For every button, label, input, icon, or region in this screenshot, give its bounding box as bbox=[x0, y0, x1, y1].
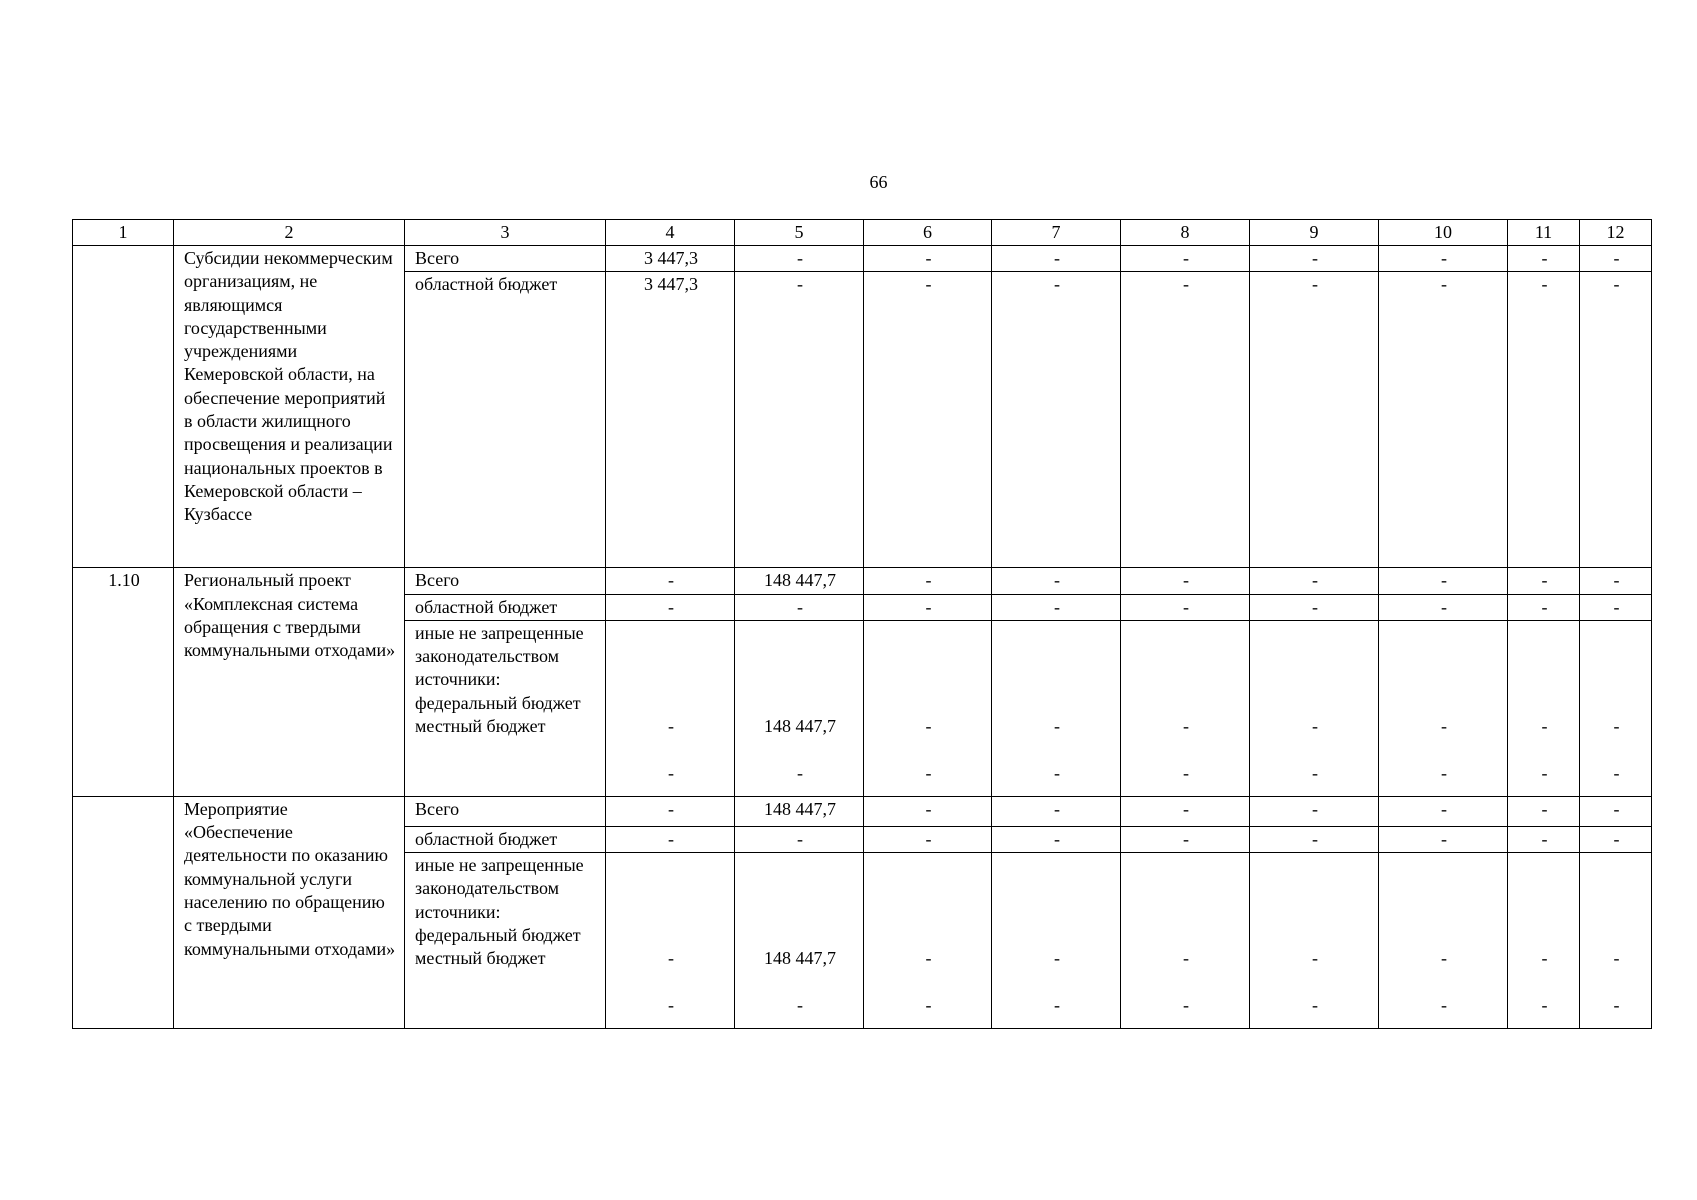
value-cell: 3 447,3 bbox=[606, 246, 735, 272]
column-header: 11 bbox=[1508, 220, 1580, 246]
value-cell: - bbox=[992, 568, 1121, 594]
federal-value: - bbox=[1541, 948, 1548, 969]
value-cell bbox=[1250, 853, 1379, 1029]
local-value: - bbox=[925, 762, 932, 783]
value-cell: - bbox=[992, 796, 1121, 826]
value-cell: - bbox=[1580, 568, 1652, 594]
value-cell: - bbox=[1121, 826, 1250, 852]
local-value: - bbox=[1054, 994, 1060, 1015]
funding-source: областной бюджет bbox=[405, 272, 606, 568]
column-header: 5 bbox=[735, 220, 864, 246]
page-number: 66 bbox=[869, 172, 888, 192]
local-value: - bbox=[797, 762, 803, 783]
local-value: - bbox=[1054, 762, 1060, 783]
value-cell: - bbox=[1121, 796, 1250, 826]
federal-value: - bbox=[1054, 716, 1060, 737]
federal-value: - bbox=[925, 948, 932, 969]
data-row bbox=[73, 796, 1652, 826]
data-row bbox=[73, 568, 1652, 594]
value-cell: - bbox=[735, 826, 864, 852]
value-cell: - bbox=[1508, 826, 1580, 852]
header-row bbox=[73, 220, 1652, 246]
local-value: - bbox=[1541, 762, 1548, 783]
value-cell: - bbox=[1508, 568, 1580, 594]
local-value: - bbox=[797, 994, 803, 1015]
value-cell bbox=[1121, 620, 1250, 796]
row-title: Субсидии некоммерческим организациям, не являющимся государственными учреждениями Кемеровской области, на обеспечение мероприятий в области жилищного просвещения и реализации национальных проектов в Кемеровской области – Кузбассе bbox=[174, 246, 405, 568]
value-cell bbox=[864, 853, 992, 1029]
value-cell bbox=[606, 853, 735, 1029]
value-cell: - bbox=[992, 826, 1121, 852]
federal-value: - bbox=[1613, 716, 1620, 737]
local-value: - bbox=[1541, 994, 1548, 1015]
row-code bbox=[73, 246, 174, 568]
local-value: - bbox=[668, 762, 674, 783]
local-budget-label: местный бюджет bbox=[415, 716, 546, 737]
funding-source: Всего bbox=[405, 568, 606, 594]
value-cell: - bbox=[735, 246, 864, 272]
value-cell: - bbox=[864, 796, 992, 826]
value-cell: - bbox=[992, 272, 1121, 568]
value-cell: - bbox=[1121, 568, 1250, 594]
funding-source: Всего bbox=[405, 246, 606, 272]
federal-value: - bbox=[1441, 716, 1447, 737]
value-cell: - bbox=[1580, 272, 1652, 568]
funding-source: областной бюджет bbox=[405, 594, 606, 620]
value-cell: - bbox=[1508, 796, 1580, 826]
other-sources-label: иные не запрещенные законодательством источники: bbox=[415, 622, 584, 690]
value-cell bbox=[864, 620, 992, 796]
value-cell bbox=[606, 620, 735, 796]
value-cell: - bbox=[1508, 272, 1580, 568]
column-header: 1 bbox=[73, 220, 174, 246]
value-cell bbox=[1121, 853, 1250, 1029]
value-cell: - bbox=[864, 594, 992, 620]
value-cell bbox=[1580, 620, 1652, 796]
federal-value: - bbox=[1183, 716, 1189, 737]
federal-value: 148 447,7 bbox=[764, 716, 836, 737]
value-cell: 3 447,3 bbox=[606, 272, 735, 568]
value-cell: - bbox=[1250, 826, 1379, 852]
column-header: 6 bbox=[864, 220, 992, 246]
budget-table bbox=[72, 219, 1652, 1029]
funding-source: областной бюджет bbox=[405, 826, 606, 852]
federal-value: - bbox=[1312, 948, 1318, 969]
local-value: - bbox=[1183, 994, 1189, 1015]
federal-value: 148 447,7 bbox=[764, 948, 836, 969]
value-cell: - bbox=[1250, 272, 1379, 568]
value-cell: - bbox=[1121, 246, 1250, 272]
federal-value: - bbox=[1312, 716, 1318, 737]
local-value: - bbox=[1183, 762, 1189, 783]
local-value: - bbox=[1312, 994, 1318, 1015]
value-cell: - bbox=[864, 272, 992, 568]
column-header: 4 bbox=[606, 220, 735, 246]
value-cell: - bbox=[1379, 796, 1508, 826]
value-cell: - bbox=[1379, 246, 1508, 272]
federal-value: - bbox=[668, 716, 674, 737]
value-cell: - bbox=[1508, 246, 1580, 272]
value-cell: - bbox=[606, 826, 735, 852]
funding-source bbox=[405, 853, 606, 1029]
local-value: - bbox=[1613, 994, 1620, 1015]
value-cell: - bbox=[735, 272, 864, 568]
column-header: 9 bbox=[1250, 220, 1379, 246]
value-cell: - bbox=[1580, 796, 1652, 826]
federal-value: - bbox=[1054, 948, 1060, 969]
value-cell: 148 447,7 bbox=[735, 796, 864, 826]
local-value: - bbox=[1441, 994, 1447, 1015]
value-cell: - bbox=[864, 826, 992, 852]
value-cell: - bbox=[735, 594, 864, 620]
value-cell: - bbox=[1121, 272, 1250, 568]
value-cell: - bbox=[1121, 594, 1250, 620]
value-cell: - bbox=[1379, 272, 1508, 568]
funding-source bbox=[405, 620, 606, 796]
value-cell bbox=[1508, 620, 1580, 796]
value-cell: - bbox=[1250, 246, 1379, 272]
value-cell: 148 447,7 bbox=[735, 568, 864, 594]
federal-value: - bbox=[668, 948, 674, 969]
federal-value: - bbox=[925, 716, 932, 737]
column-header: 3 bbox=[405, 220, 606, 246]
value-cell: - bbox=[1250, 568, 1379, 594]
federal-value: - bbox=[1541, 716, 1548, 737]
column-header: 10 bbox=[1379, 220, 1508, 246]
value-cell bbox=[735, 853, 864, 1029]
value-cell: - bbox=[1379, 826, 1508, 852]
other-sources-label: иные не запрещенные законодательством источники: bbox=[415, 855, 584, 922]
row-code bbox=[73, 796, 174, 1028]
local-value: - bbox=[1312, 762, 1318, 783]
value-cell: - bbox=[992, 594, 1121, 620]
value-cell: - bbox=[1379, 568, 1508, 594]
column-header: 8 bbox=[1121, 220, 1250, 246]
value-cell: - bbox=[1580, 826, 1652, 852]
value-cell: - bbox=[606, 594, 735, 620]
federal-value: - bbox=[1441, 948, 1447, 969]
federal-budget-label: федеральный бюджет bbox=[415, 925, 581, 946]
value-cell: - bbox=[1580, 246, 1652, 272]
funding-source: Всего bbox=[405, 796, 606, 826]
value-cell: - bbox=[1250, 594, 1379, 620]
value-cell bbox=[992, 620, 1121, 796]
value-cell: - bbox=[992, 246, 1121, 272]
row-title: Региональный проект «Комплексная система обращения с твердыми коммунальными отходами» bbox=[174, 568, 405, 797]
column-header: 2 bbox=[174, 220, 405, 246]
value-cell bbox=[1379, 853, 1508, 1029]
local-value: - bbox=[925, 994, 932, 1015]
federal-value: - bbox=[1613, 948, 1620, 969]
row-code: 1.10 bbox=[73, 568, 174, 797]
local-value: - bbox=[1613, 762, 1620, 783]
value-cell: - bbox=[1580, 594, 1652, 620]
data-row bbox=[73, 246, 1652, 272]
value-cell: - bbox=[1508, 594, 1580, 620]
local-value: - bbox=[1441, 762, 1447, 783]
value-cell: - bbox=[864, 246, 992, 272]
column-header: 7 bbox=[992, 220, 1121, 246]
value-cell: - bbox=[606, 796, 735, 826]
value-cell bbox=[1379, 620, 1508, 796]
value-cell bbox=[1580, 853, 1652, 1029]
value-cell bbox=[1250, 620, 1379, 796]
federal-value: - bbox=[1183, 948, 1189, 969]
value-cell: - bbox=[606, 568, 735, 594]
local-budget-label: местный бюджет bbox=[415, 948, 546, 969]
value-cell: - bbox=[1250, 796, 1379, 826]
local-value: - bbox=[668, 994, 674, 1015]
federal-budget-label: федеральный бюджет bbox=[415, 692, 581, 713]
row-title: Мероприятие «Обеспечение деятельности по оказанию коммунальной услуги населению по обращению с твердыми коммунальными отходами» bbox=[174, 796, 405, 1028]
value-cell bbox=[992, 853, 1121, 1029]
value-cell bbox=[735, 620, 864, 796]
column-header: 12 bbox=[1580, 220, 1652, 246]
value-cell: - bbox=[864, 568, 992, 594]
value-cell: - bbox=[1379, 594, 1508, 620]
value-cell bbox=[1508, 853, 1580, 1029]
